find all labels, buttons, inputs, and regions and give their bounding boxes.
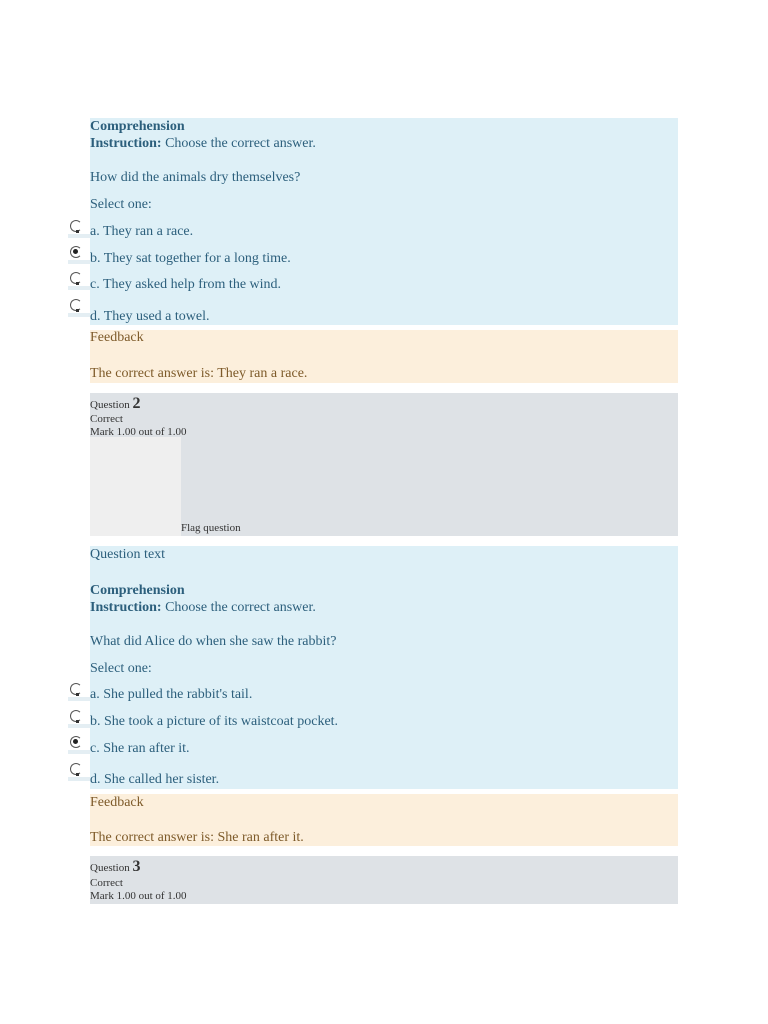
- q1-option-a[interactable]: [90, 224, 193, 240]
- question-3-mark: Mark 1.00 out of 1.00: [90, 890, 187, 902]
- option-text: They used a towel.: [103, 309, 210, 324]
- instruction-text: Choose the correct answer.: [165, 600, 316, 615]
- question-2-prompt: What did Alice do when she saw the rabbit?: [90, 634, 337, 649]
- question-2-info-left-panel: [90, 437, 181, 536]
- option-text: She ran after it.: [103, 741, 190, 756]
- question-1-instruction: [90, 136, 316, 152]
- option-text: They asked help from the wind.: [102, 277, 282, 292]
- q2-option-a[interactable]: [90, 687, 252, 703]
- question-number: 2: [132, 395, 141, 412]
- question-1-select-label: Select one:: [90, 197, 152, 212]
- q2-option-d-radio[interactable]: [68, 761, 90, 781]
- q1-option-c-radio[interactable]: [68, 270, 90, 290]
- question-2-select-label: Select one:: [90, 661, 152, 676]
- question-label: Question: [90, 862, 130, 874]
- feedback-text: The correct answer is: They ran a race.: [90, 366, 308, 381]
- question-3-number: [90, 858, 140, 876]
- question-2-number: [90, 395, 140, 413]
- question-1-prompt: How did the animals dry themselves?: [90, 170, 301, 185]
- q1-option-b-radio[interactable]: [68, 244, 90, 264]
- question-2-instruction: [90, 600, 316, 616]
- question-label: Question: [90, 399, 130, 411]
- option-letter: a.: [90, 224, 100, 239]
- option-text: They ran a race.: [102, 224, 194, 239]
- q2-option-b-radio[interactable]: [68, 708, 90, 728]
- option-letter: d.: [90, 772, 101, 787]
- option-text: She called her sister.: [104, 772, 220, 787]
- question-1-heading: Comprehension: [90, 119, 185, 134]
- q1-option-b[interactable]: [90, 251, 291, 267]
- option-letter: c.: [90, 277, 100, 292]
- option-letter: a.: [90, 687, 100, 702]
- q2-option-b[interactable]: [90, 714, 338, 730]
- instruction-label: Instruction:: [90, 600, 162, 615]
- option-letter: b.: [90, 714, 101, 729]
- option-letter: d.: [90, 309, 101, 324]
- feedback-text: The correct answer is: She ran after it.: [90, 830, 304, 845]
- option-text: She took a picture of its waistcoat pocket.: [104, 714, 339, 729]
- q2-option-c-radio[interactable]: [68, 734, 90, 754]
- q2-option-d[interactable]: [90, 772, 219, 788]
- option-letter: c.: [90, 741, 100, 756]
- q1-option-d-radio[interactable]: [68, 297, 90, 317]
- question-2-heading: Comprehension: [90, 583, 185, 598]
- question-text-label: Question text: [90, 547, 166, 562]
- feedback-title: Feedback: [90, 330, 144, 345]
- option-text: They sat together for a long time.: [103, 251, 291, 266]
- q1-option-c[interactable]: [90, 277, 281, 293]
- question-number: 3: [132, 858, 141, 875]
- feedback-title: Feedback: [90, 795, 144, 810]
- flag-question-link[interactable]: Flag question: [181, 522, 241, 534]
- q2-option-a-radio[interactable]: [68, 681, 90, 701]
- question-2-status: Correct: [90, 413, 123, 425]
- instruction-label: Instruction:: [90, 136, 162, 151]
- question-3-status: Correct: [90, 877, 123, 889]
- q1-option-a-radio[interactable]: [68, 218, 90, 238]
- q2-option-c[interactable]: [90, 741, 190, 757]
- option-letter: b.: [90, 251, 101, 266]
- option-text: She pulled the rabbit's tail.: [103, 687, 253, 702]
- question-2-mark: Mark 1.00 out of 1.00: [90, 426, 187, 438]
- instruction-text: Choose the correct answer.: [165, 136, 316, 151]
- q1-option-d[interactable]: [90, 309, 210, 325]
